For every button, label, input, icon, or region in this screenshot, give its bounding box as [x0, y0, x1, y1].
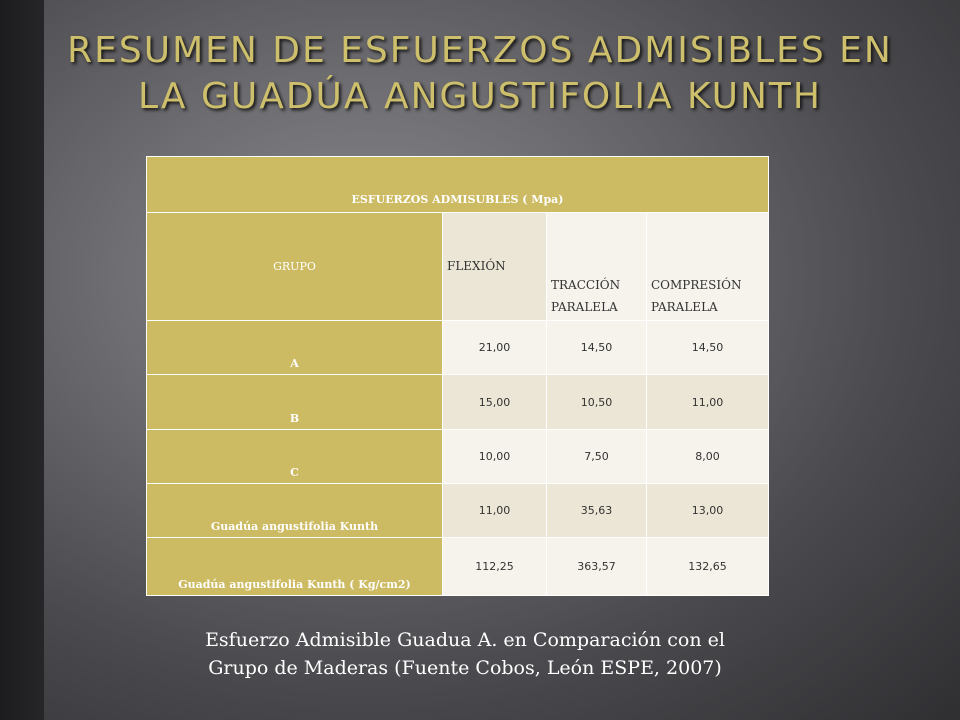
traccion-cell: 35,63	[547, 483, 647, 537]
compresion-cell: 13,00	[647, 483, 769, 537]
compresion-cell: 132,65	[647, 537, 769, 595]
left-decorative-bar	[0, 0, 44, 720]
column-header-flexion: FLEXIÓN	[443, 213, 547, 321]
group-cell: Guadúa angustifolia Kunth	[147, 483, 443, 537]
table-row	[147, 537, 769, 595]
flexion-cell: 11,00	[443, 483, 547, 537]
table-title-row	[147, 157, 769, 213]
column-header-group: GRUPO	[147, 213, 443, 321]
traccion-cell: 363,57	[547, 537, 647, 595]
traccion-cell: 14,50	[547, 321, 647, 375]
column-header-traccion: TRACCIÓN PARALELA	[547, 213, 647, 321]
table-row	[147, 375, 769, 429]
caption-line-2: Grupo de Maderas (Fuente Cobos, León ESPE, 2007)	[208, 657, 722, 679]
group-cell: Guadúa angustifolia Kunth ( Kg/cm2)	[147, 537, 443, 595]
compresion-cell: 8,00	[647, 429, 769, 483]
table-row	[147, 483, 769, 537]
compresion-cell: 14,50	[647, 321, 769, 375]
slide-caption	[140, 626, 790, 682]
flexion-cell: 21,00	[443, 321, 547, 375]
table-row	[147, 429, 769, 483]
group-cell: B	[147, 375, 443, 429]
stress-table	[146, 156, 769, 596]
caption-line-1: Esfuerzo Admisible Guadua A. en Comparación con el	[205, 629, 725, 651]
table-header: ESFUERZOS ADMISUBLES ( Mpa)	[147, 157, 769, 213]
group-cell: A	[147, 321, 443, 375]
flexion-cell: 10,00	[443, 429, 547, 483]
table-row	[147, 321, 769, 375]
flexion-cell: 15,00	[443, 375, 547, 429]
group-cell: C	[147, 429, 443, 483]
traccion-cell: 7,50	[547, 429, 647, 483]
slide-title: RESUMEN DE ESFUERZOS ADMISIBLES EN LA GUADÚA ANGUSTIFOLIA KUNTH	[67, 30, 893, 117]
compresion-cell: 11,00	[647, 375, 769, 429]
traccion-cell: 10,50	[547, 375, 647, 429]
flexion-cell: 112,25	[443, 537, 547, 595]
column-header-row	[147, 213, 769, 321]
column-header-compresion: COMPRESIÓN PARALELA	[647, 213, 769, 321]
